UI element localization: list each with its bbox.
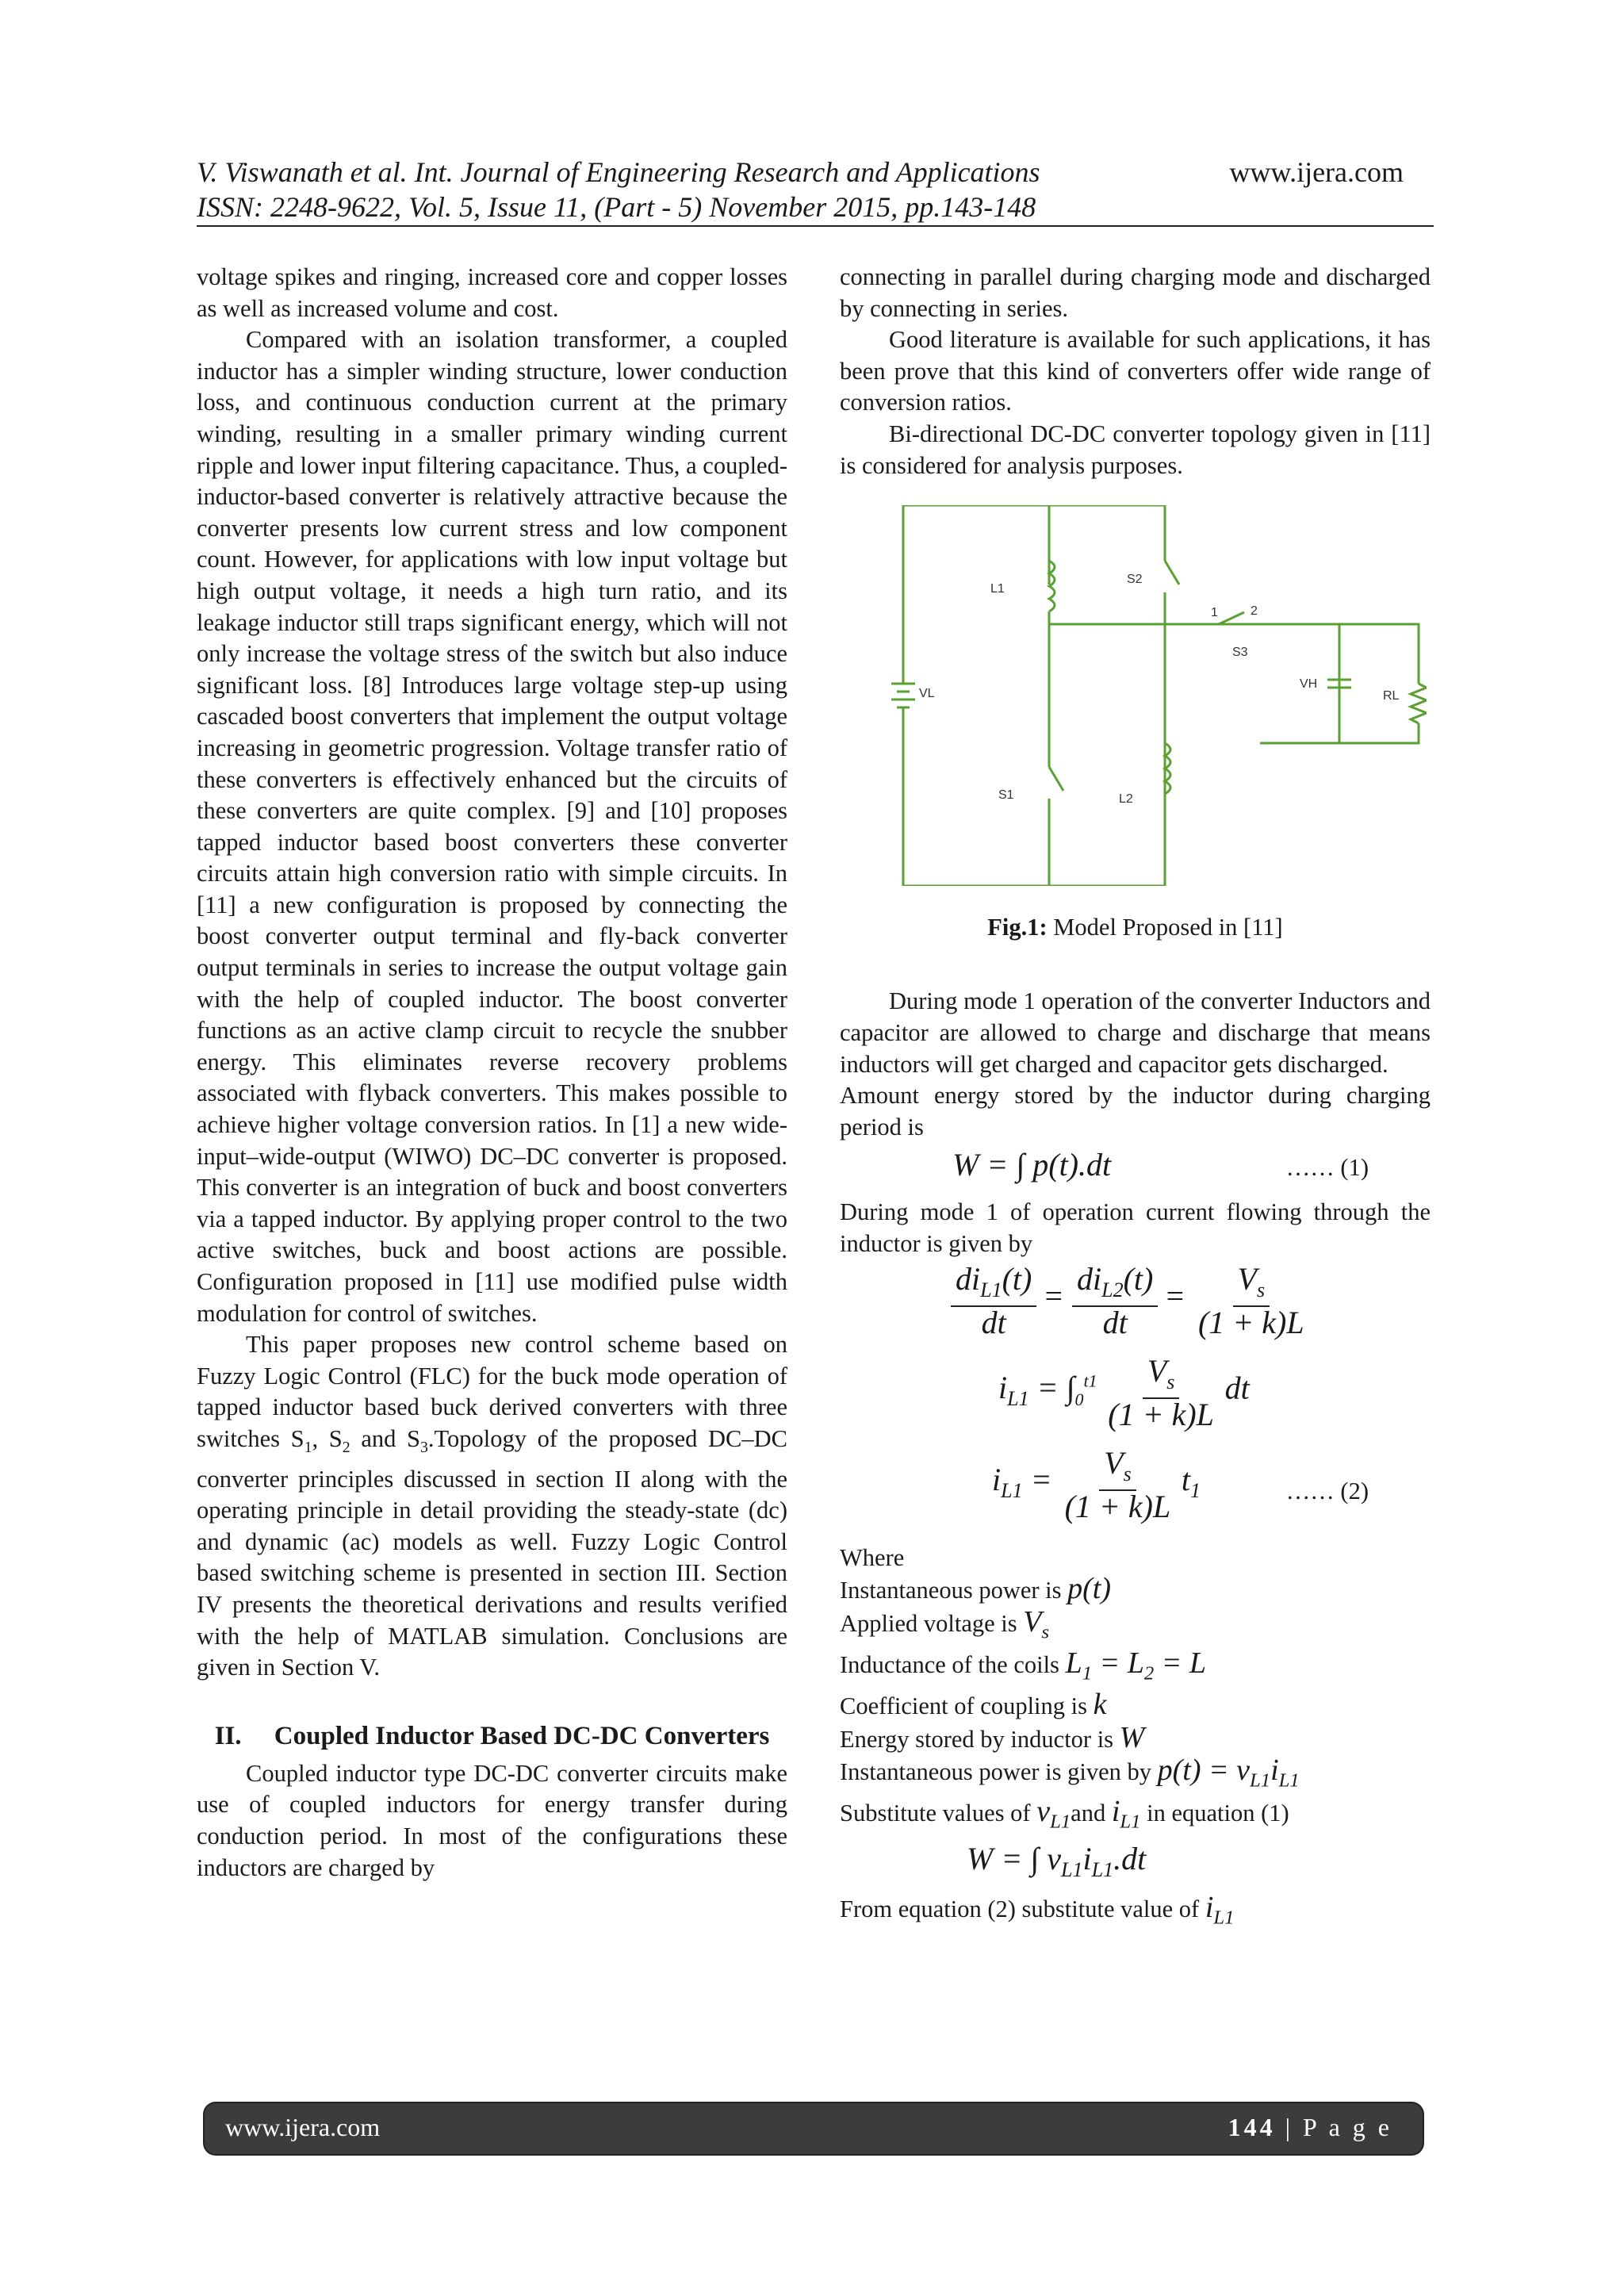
equation-il1-integral: $i_{L1} = \int_0^{t1}$ $\frac{V_s}{(1 + k)L}$ dt	[998, 1352, 1250, 1433]
equation-1: W = ∫ p(t).dt …… (1)	[952, 1147, 1369, 1183]
switch-s2-icon	[1165, 561, 1179, 585]
paragraph: Compared with an isolation transformer, a coupled inductor has a simpler winding structure, lower conduction loss, and continuous conduction current at the primary winding, resulting in a smaller primary winding current ripple and lower input filtering capacitance. Thus, a coupled-inductor-based converter is relatively attractive because the converter presents low current stress and low component count. However, for applications with low input voltage but high output voltage, it needs a high turn ratio, and its leakage inductor still traps significant energy, which will not only increase the voltage stress of the switch but also induce significant loss. [8] Introduces large voltage step-up using cascaded boost converters that implement the output voltage increasing in geometric progression. Voltage transfer ratio of these converters is effectively enhanced but the circuits of these converters are quite complex. [9] and [10] proposes tapped inductor based boost converters these converter circuits attain high conversion ratio with simple circuits. In [11] a new configuration is proposed by connecting the boost converter output terminal and fly-back converter output terminals in series to increase the output voltage gain with the help of coupled inductor. The boost converter functions as an active clamp circuit to recycle the snubber energy. This eliminates reverse recovery problems associated with flyback converters. This makes possible to achieve higher voltage conversion ratios. In [1] a new wide-input–wide-output (WIWO) DC–DC converter is proposed. This converter is an integration of buck and boost converters via a tapped inductor. By applying proper control to the two active switches, buck and boost actions are possible. Configuration proposed in [11] use modified pulse width modulation for control of switches.	[197, 326, 787, 1327]
equation-number: …… (2)	[1285, 1477, 1369, 1504]
switch-s1-icon	[1049, 767, 1063, 791]
label-vl: VL	[919, 687, 935, 701]
header-divider	[197, 225, 1434, 227]
left-column	[197, 262, 787, 1884]
paragraph: During mode 1 of operation current flowing through the inductor is given by	[840, 1198, 1431, 1257]
switch-s3-icon	[1219, 612, 1244, 624]
label-n2: 2	[1251, 604, 1258, 619]
definition-line: Applied voltage is $V_s$	[840, 1604, 1050, 1643]
equation-w-substituted: W = ∫ $v_{L1}i_{L1}.dt$	[967, 1840, 1147, 1881]
definition-line: Inductance of the coils $L_1 = L_2 = L$	[840, 1646, 1206, 1685]
resistor-icon	[1411, 684, 1427, 723]
circuit-diagram	[871, 505, 1427, 886]
page-footer	[205, 2103, 1423, 2154]
header-url[interactable]: www.ijera.com	[1229, 156, 1404, 188]
paragraph: Coupled inductor type DC-DC converter circuits make use of coupled inductors for energy transfer during conduction period. In most of the configurations these inductors are charged by	[197, 1759, 787, 1881]
issn-line: ISSN: 2248-9622, Vol. 5, Issue 11, (Part - 5) November 2015, pp.143-148	[197, 191, 1036, 223]
section-title: Coupled Inductor Based DC-DC Converters	[274, 1721, 770, 1750]
equation-number: …… (1)	[1285, 1154, 1369, 1182]
label-s3: S3	[1232, 646, 1248, 660]
footer-url[interactable]: www.ijera.com	[225, 2113, 381, 2141]
definition-line: Instantaneous power is given by $p(t) = v_{L1}i_{L1}$	[840, 1754, 1300, 1792]
running-header	[197, 155, 1040, 224]
definition-line: Coefficient of coupling is k	[840, 1688, 1107, 1722]
section-number: II.	[214, 1721, 242, 1750]
label-l1: L1	[990, 582, 1005, 596]
label-s2: S2	[1127, 573, 1143, 587]
paragraph: connecting in parallel during charging mode and discharged by connecting in series.	[840, 263, 1431, 322]
definition-line: From equation (2) substitute value of $i_{L1}$	[840, 1890, 1235, 1929]
paragraph: Bi-directional DC-DC converter topology given in [11] is considered for analysis purposes.	[840, 420, 1431, 479]
definition-line: Instantaneous power is p(t)	[840, 1572, 1112, 1606]
label-vh: VH	[1300, 677, 1318, 692]
right-column	[840, 262, 1431, 1934]
label-rl: RL	[1383, 689, 1400, 703]
label-l2: L2	[1119, 792, 1133, 807]
paragraph: voltage spikes and ringing, increased core and copper losses as well as increased volume and cost.	[197, 263, 787, 322]
paragraph: During mode 1 operation of the converter Inductors and capacitor are allowed to charge and discharge that means inductors will get charged and capacitor gets discharged.	[840, 987, 1431, 1078]
equation-2: $i_{L1}$ = $\frac{V_s}{(1 + k)L}$ $t_1$ …… (2)	[992, 1444, 1369, 1525]
where-label: Where	[840, 1543, 905, 1571]
definition-line: Energy stored by inductor is W	[840, 1720, 1145, 1754]
section-heading	[197, 1719, 787, 1754]
label-s1: S1	[998, 788, 1014, 803]
figure-caption: Fig.1: Model Proposed in [11]	[987, 913, 1283, 941]
paragraph: This paper proposes new control scheme based on Fuzzy Logic Control (FLC) for the buck mode operation of tapped inductor based buck derived converters with three switches $S_1$, $S_2$ and $S_3.Topology$ of the proposed DC–DC converter principles discussed in section II along with the operating principle in detail providing the steady-state (dc) and dynamic (ac) models as well. Fuzzy Logic Control based switching scheme is presented in section III. Section IV presents the theoretical derivations and results verified with the help of MATLAB simulation. Conclusions are given in Section V.	[197, 1331, 787, 1681]
battery-icon	[891, 684, 915, 715]
paragraph: Good literature is available for such applications, it has been prove that this kind of converters offer wide range of conversion ratios.	[840, 326, 1431, 416]
label-n1: 1	[1211, 606, 1218, 620]
equation-di-dt: $\frac{di_{L1}(t)}{dt}$ = $\frac{di_{L2}(t)}{dt}$ = $\frac{V_s}{(1 + k)L}$	[951, 1263, 1431, 1352]
page-number: 144 | P a g e	[1228, 2113, 1392, 2141]
definition-line: Substitute values of $v_{L1}and$ $i_{L1}$ in equation (1)	[840, 1795, 1289, 1834]
journal-citation: V. Viswanath et al. Int. Journal of Engineering Research and Applications	[197, 156, 1040, 188]
paragraph: Amount energy stored by the inductor during charging period is	[840, 1082, 1431, 1140]
